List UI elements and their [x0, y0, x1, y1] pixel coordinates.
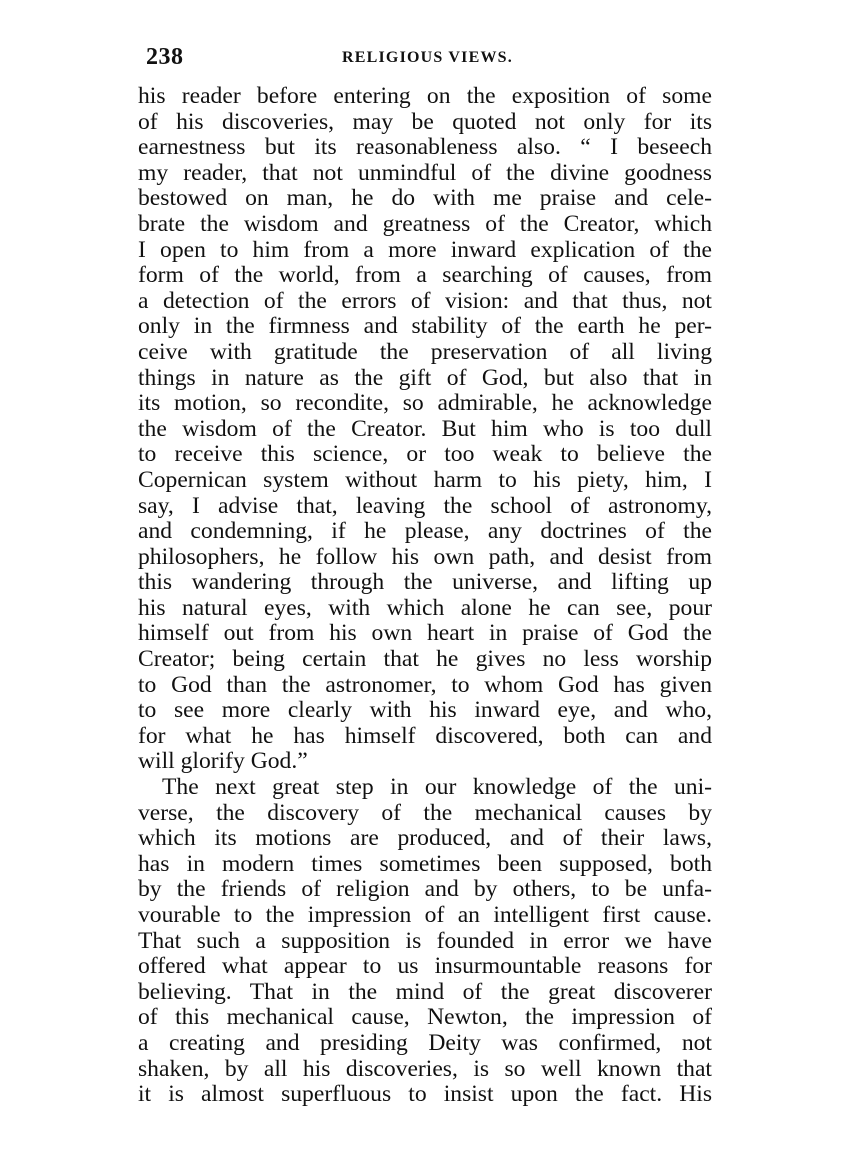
text-line: philosophers, he follow his own path, and desist from [138, 543, 712, 570]
text-line: form of the world, from a searching of causes, from [138, 262, 712, 289]
text-line: verse, the discovery of the mechanical causes by [138, 799, 712, 826]
text-line: vourable to the impression of an intelligent first cause. [138, 902, 712, 928]
text-line: offered what appear to us insurmountable reasons for [138, 953, 712, 980]
text-line: by the friends of religion and by others, to be unfa- [138, 876, 712, 903]
text-line: believing. That in the mind of the great discoverer [138, 978, 712, 1005]
text-line: this wandering through the universe, and lifting up [138, 569, 712, 596]
text-line: That such a supposition is founded in error we have [138, 927, 712, 954]
running-head [146, 44, 710, 74]
text-line: a detection of the errors of vision: and that thus, not [138, 287, 712, 314]
text-line: a creating and presiding Deity was confirmed, not [138, 1029, 712, 1056]
text-line: brate the wisdom and greatness of the Creator, which [138, 210, 712, 237]
text-line: Copernican system without harm to his piety, him, I [138, 466, 712, 493]
text-line: which its motions are produced, and of their laws, [138, 825, 712, 852]
text-line: its motion, so recondite, so admirable, he acknowledge [138, 390, 712, 417]
text-line: his natural eyes, with which alone he can see, pour [138, 594, 712, 621]
text-line: of this mechanical cause, Newton, the impression of [138, 1004, 712, 1031]
text-line: say, I advise that, leaving the school of astronomy, [138, 492, 712, 519]
text-line: to receive this science, or too weak to believe the [138, 441, 712, 468]
text-line: his reader before entering on the exposition of some [138, 83, 712, 109]
text-line: I open to him from a more inward explication of the [138, 236, 712, 263]
text-line: ceive with gratitude the preservation of all living [138, 338, 712, 365]
text-line: to God than the astronomer, to whom God has given [138, 671, 712, 698]
text-line: of his discoveries, may be quoted not only for its [138, 108, 712, 135]
text-line: Creator; being certain that he gives no less worship [138, 646, 712, 673]
paragraph-end-line: will glorify God.” [138, 748, 308, 775]
text-line: earnestness but its reasonableness also. “ I beseech [138, 134, 712, 161]
text-line: bestowed on man, he do with me praise and cele- [138, 185, 712, 212]
text-line: and condemning, if he please, any doctrines of the [138, 518, 712, 545]
body-text [138, 84, 712, 1108]
text-line: the wisdom of the Creator. But him who is too dull [138, 415, 712, 442]
text-line: has in modern times sometimes been supposed, both [138, 850, 712, 877]
text-line: my reader, that not unmindful of the divine goodness [138, 159, 712, 186]
page-number: 238 [146, 44, 184, 70]
text-line: only in the firmness and stability of the earth he per- [138, 313, 712, 340]
text-line: it is almost superfluous to insist upon the fact. His [138, 1081, 712, 1108]
running-title: RELIGIOUS VIEWS. [342, 49, 513, 66]
text-line: to see more clearly with his inward eye, and who, [138, 697, 712, 724]
paragraph-start-line: The next great step in our knowledge of the uni- [162, 774, 712, 801]
text-line: for what he has himself discovered, both can and [138, 722, 712, 749]
text-line: himself out from his own heart in praise of God the [138, 620, 712, 647]
text-line: things in nature as the gift of God, but also that in [138, 364, 712, 391]
text-line: shaken, by all his discoveries, is so well known that [138, 1055, 712, 1082]
